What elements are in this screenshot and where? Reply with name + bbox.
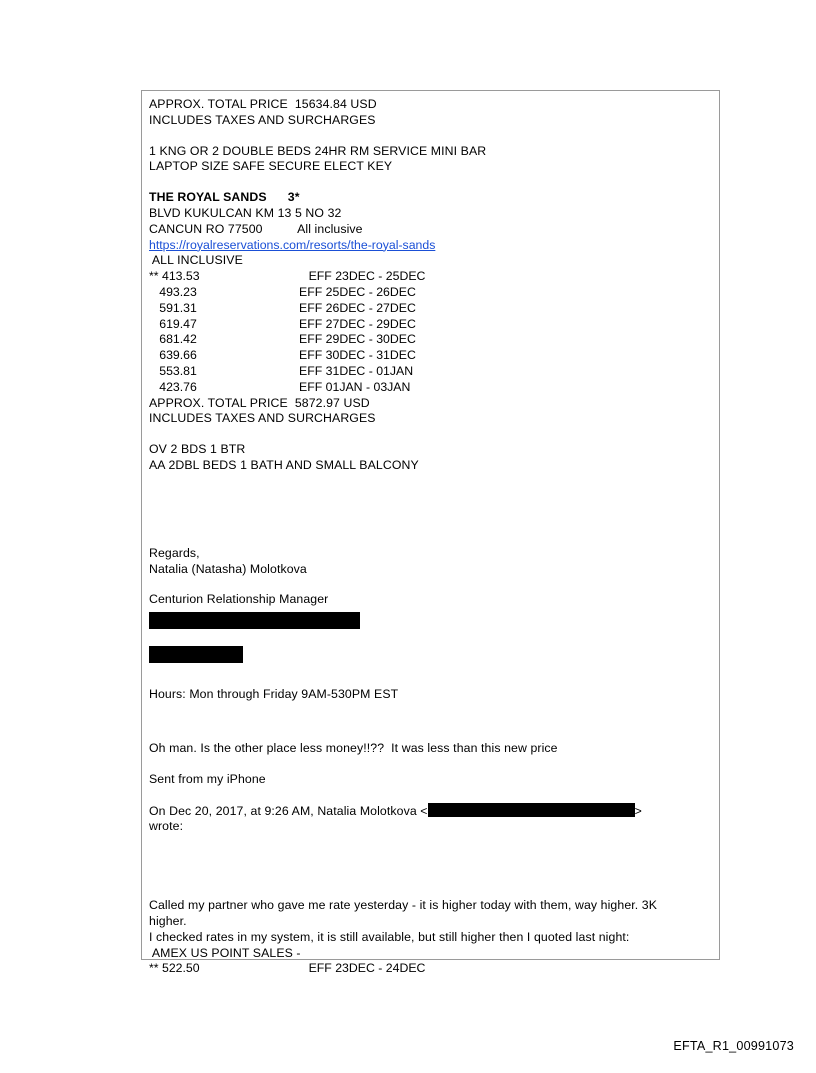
- signature-hours: Hours: Mon through Friday 9AM-530PM EST: [149, 687, 399, 702]
- spacer: [149, 522, 715, 546]
- sent-from-line: Sent from my iPhone: [149, 771, 266, 786]
- rate-row: [149, 364, 715, 380]
- rate-amount: [149, 332, 299, 348]
- hotel-address-line-1: BLVD KUKULCAN KM 13 5 NO 32: [149, 205, 342, 220]
- rate-amount-value: 413.53: [162, 269, 200, 284]
- hotel-stars-spacer: [267, 190, 288, 204]
- rate-range: EFF 26DEC - 27DEC: [299, 300, 416, 315]
- rate-row: [149, 285, 715, 301]
- rate-row: [149, 269, 715, 285]
- spacer: [149, 883, 715, 898]
- rate-range: EFF 30DEC - 31DEC: [299, 348, 416, 363]
- quoted-rate-range: EFF 23DEC - 24DEC: [308, 961, 426, 976]
- rate-amount: [159, 269, 309, 285]
- quoted-body-line-2: higher.: [149, 913, 187, 928]
- rates-total-price: APPROX. TOTAL PRICE 5872.97 USD: [149, 395, 370, 410]
- quoted-last-rate-row: [149, 961, 715, 977]
- quoted-rate-marker: **: [149, 961, 159, 976]
- quoted-body-line-3: I checked rates in my system, it is still available, but still higher then I quoted last night:: [149, 929, 630, 944]
- plan-header: [149, 253, 715, 269]
- rate-amount: [149, 301, 299, 317]
- spacer: [149, 663, 715, 687]
- plan-header-text: ALL INCLUSIVE: [151, 253, 243, 268]
- rate-amount: [149, 285, 299, 301]
- address-plan-spacer: [263, 222, 298, 236]
- rate-marker: **: [149, 269, 159, 284]
- spacer: [149, 474, 715, 522]
- rate-amount: [149, 380, 299, 396]
- hotel-stars: 3*: [287, 190, 300, 205]
- quote-header-close: >: [634, 803, 642, 818]
- rates-taxes-note: INCLUDES TAXES AND SURCHARGES: [149, 411, 376, 426]
- spacer: [149, 835, 715, 883]
- rate-amount-value: 639.66: [159, 348, 197, 363]
- rate-range: EFF 29DEC - 30DEC: [299, 332, 416, 347]
- redacted-email-address: [428, 803, 635, 817]
- spacer: [149, 427, 715, 442]
- rate-amount-value: 619.47: [159, 316, 197, 331]
- top-total-price: APPROX. TOTAL PRICE 15634.84 USD: [149, 97, 377, 111]
- rate-amount-value: 591.31: [159, 300, 197, 315]
- rate-amount-value: 493.23: [159, 284, 197, 299]
- rate-row: [149, 348, 715, 364]
- rate-row: [149, 332, 715, 348]
- signature-title: Centurion Relationship Manager: [149, 592, 329, 607]
- spacer: [149, 788, 715, 803]
- rate-range: EFF 01JAN - 03JAN: [299, 379, 411, 394]
- reply-comment: Oh man. Is the other place less money!!?? It was less than this new price: [149, 740, 558, 755]
- spacer: [149, 175, 715, 190]
- top-taxes-note: INCLUDES TAXES AND SURCHARGES: [149, 112, 376, 127]
- quote-header-text: On Dec 20, 2017, at 9:26 AM, Natalia Molotkova <: [149, 803, 428, 818]
- rate-range: EFF 25DEC - 26DEC: [299, 284, 416, 299]
- room-desc-line-2: AA 2DBL BEDS 1 BATH AND SMALL BALCONY: [149, 457, 419, 472]
- signature-regards: Regards,: [149, 545, 200, 560]
- hotel-name: THE ROYAL SANDS: [149, 190, 267, 205]
- rate-amount: [149, 317, 299, 333]
- quote-header-wrote: wrote:: [149, 819, 184, 834]
- rate-amount-value: 423.76: [159, 379, 197, 394]
- spacer: [149, 757, 715, 772]
- quoted-rate-amount-value: 522.50: [162, 961, 200, 976]
- hotel-address-row: [149, 222, 715, 238]
- rate-row: [149, 301, 715, 317]
- rate-range: EFF 23DEC - 25DEC: [308, 269, 426, 284]
- rate-range: EFF 31DEC - 01JAN: [299, 363, 414, 378]
- hotel-address-line-2: CANCUN RO 77500: [149, 221, 263, 236]
- quoted-rate-amount: [159, 961, 309, 977]
- quote-header: [149, 803, 715, 820]
- rate-amount: [149, 348, 299, 364]
- redacted-contact-block-1: [149, 612, 360, 629]
- rate-row: [149, 317, 715, 333]
- email-body-content: [149, 97, 715, 977]
- room-desc-line-1: OV 2 BDS 1 BTR: [149, 442, 246, 457]
- room-amenities-line-1: 1 KNG OR 2 DOUBLE BEDS 24HR RM SERVICE MINI BAR: [149, 143, 487, 158]
- redacted-contact-block-2: [149, 646, 243, 663]
- rate-range: EFF 27DEC - 29DEC: [299, 316, 416, 331]
- hotel-plan: All inclusive: [297, 221, 363, 236]
- rate-row: [149, 380, 715, 396]
- hotel-name-row: [149, 190, 715, 206]
- quoted-body-line-4: AMEX US POINT SALES -: [149, 945, 301, 960]
- spacer: [149, 577, 715, 592]
- hotel-website-link[interactable]: https://royalreservations.com/resorts/the-royal-sands: [149, 237, 436, 252]
- rate-amount-value: 681.42: [159, 332, 197, 347]
- signature-name: Natalia (Natasha) Molotkova: [149, 561, 307, 576]
- rate-amount: [149, 364, 299, 380]
- room-amenities-line-2: LAPTOP SIZE SAFE SECURE ELECT KEY: [149, 159, 393, 174]
- rate-amount-value: 553.81: [159, 363, 197, 378]
- email-body-box: [141, 90, 720, 976]
- spacer: [149, 703, 715, 741]
- quoted-body-line-1: Called my partner who gave me rate yesterday - it is higher today with them, way higher. 3K: [149, 898, 658, 913]
- document-footer-id: EFTA_R1_00991073: [673, 1039, 794, 1053]
- spacer: [149, 129, 715, 144]
